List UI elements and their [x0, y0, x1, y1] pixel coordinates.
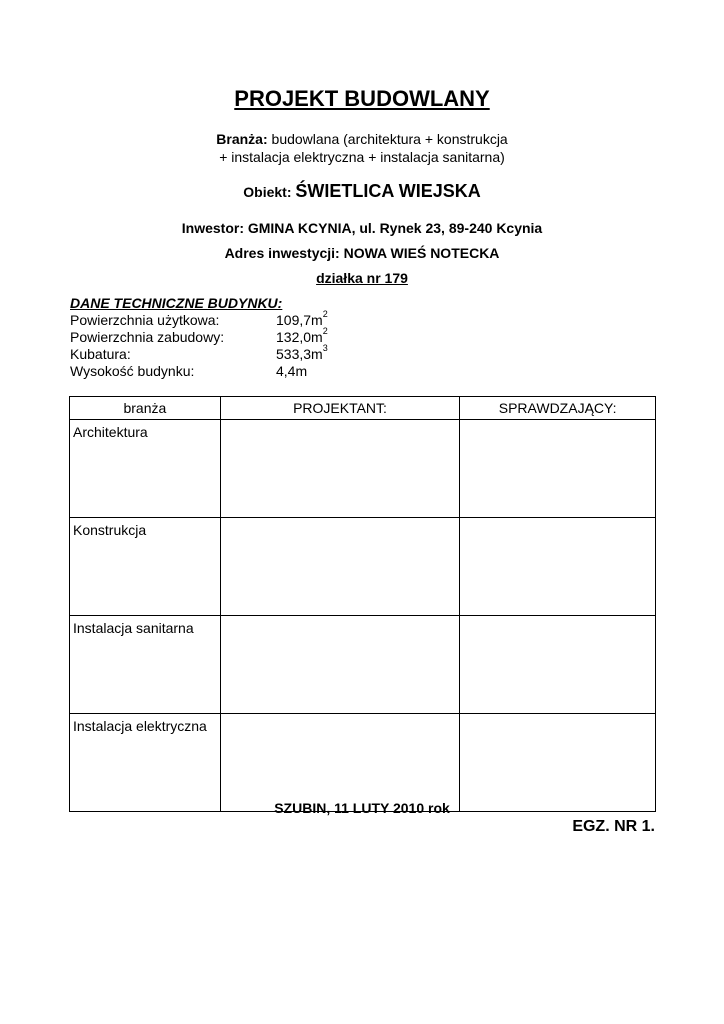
row-branza-name: Instalacja sanitarna	[70, 616, 221, 714]
tech-value-cell	[276, 326, 328, 345]
sprawdzajacy-cell	[460, 518, 656, 616]
inwestor-line: Inwestor: GMINA KCYNIA, ul. Rynek 23, 89-240 Kcynia	[181, 220, 543, 236]
tech-value-cell	[276, 309, 328, 328]
header-sprawdzajacy: SPRAWDZAJĄCY:	[460, 397, 656, 420]
projektant-cell	[220, 616, 460, 714]
tech-value-cell	[276, 343, 328, 362]
tech-row	[70, 326, 470, 346]
tech-heading: DANE TECHNICZNE BUDYNKU:	[70, 295, 283, 311]
row-branza-name: Instalacja elektryczna	[70, 714, 221, 812]
tech-label: Powierzchnia zabudowy:	[70, 329, 225, 345]
tech-label: Powierzchnia użytkowa:	[70, 312, 220, 328]
tech-row	[70, 309, 470, 329]
tech-value: 109,7m	[276, 312, 323, 328]
adres-line: Adres inwestycji: NOWA WIEŚ NOTECKA	[224, 245, 500, 261]
header-projektant: PROJEKTANT:	[220, 397, 460, 420]
table-row	[70, 714, 656, 812]
branza-value-1: budowlana (architektura + konstrukcja	[271, 131, 508, 147]
projektant-cell	[220, 420, 460, 518]
table-header-row	[70, 397, 656, 420]
branza-line-2: + instalacja elektryczna + instalacja sanitarna)	[219, 149, 505, 165]
copy-number: EGZ. NR 1.	[572, 818, 655, 835]
tech-label: Wysokość budynku:	[70, 363, 195, 379]
tech-value: 533,3m	[276, 346, 323, 362]
table-row	[70, 420, 656, 518]
tech-label: Kubatura:	[70, 346, 131, 362]
row-branza-name: Konstrukcja	[70, 518, 221, 616]
header-branza: branża	[70, 397, 221, 420]
tech-unit-exponent: 2	[322, 326, 328, 336]
obiekt-value: ŚWIETLICA WIEJSKA	[295, 181, 481, 201]
sprawdzajacy-cell	[460, 420, 656, 518]
table-row	[70, 616, 656, 714]
tech-value: 4,4m	[276, 363, 308, 379]
tech-row	[70, 363, 470, 380]
tech-unit-exponent: 2	[322, 309, 328, 319]
obiekt-label: Obiekt:	[243, 184, 292, 200]
table-row	[70, 518, 656, 616]
projektant-cell	[220, 714, 460, 812]
tech-value: 132,0m	[276, 329, 323, 345]
branza-line-1	[0, 130, 724, 148]
signature-table	[69, 396, 656, 812]
branza-block	[0, 130, 724, 166]
tech-row	[70, 343, 470, 363]
obiekt-line	[0, 181, 724, 202]
tech-value-cell	[276, 363, 307, 379]
tech-unit-exponent: 3	[322, 343, 328, 353]
projektant-cell	[220, 518, 460, 616]
document-title: PROJEKT BUDOWLANY	[234, 86, 490, 111]
sprawdzajacy-cell	[460, 714, 656, 812]
branza-label: Branża:	[216, 131, 268, 147]
sprawdzajacy-cell	[460, 616, 656, 714]
row-branza-name: Architektura	[70, 420, 221, 518]
dzialka-line: działka nr 179	[316, 270, 408, 286]
date-line: SZUBIN, 11 LUTY 2010 rok	[274, 800, 450, 816]
